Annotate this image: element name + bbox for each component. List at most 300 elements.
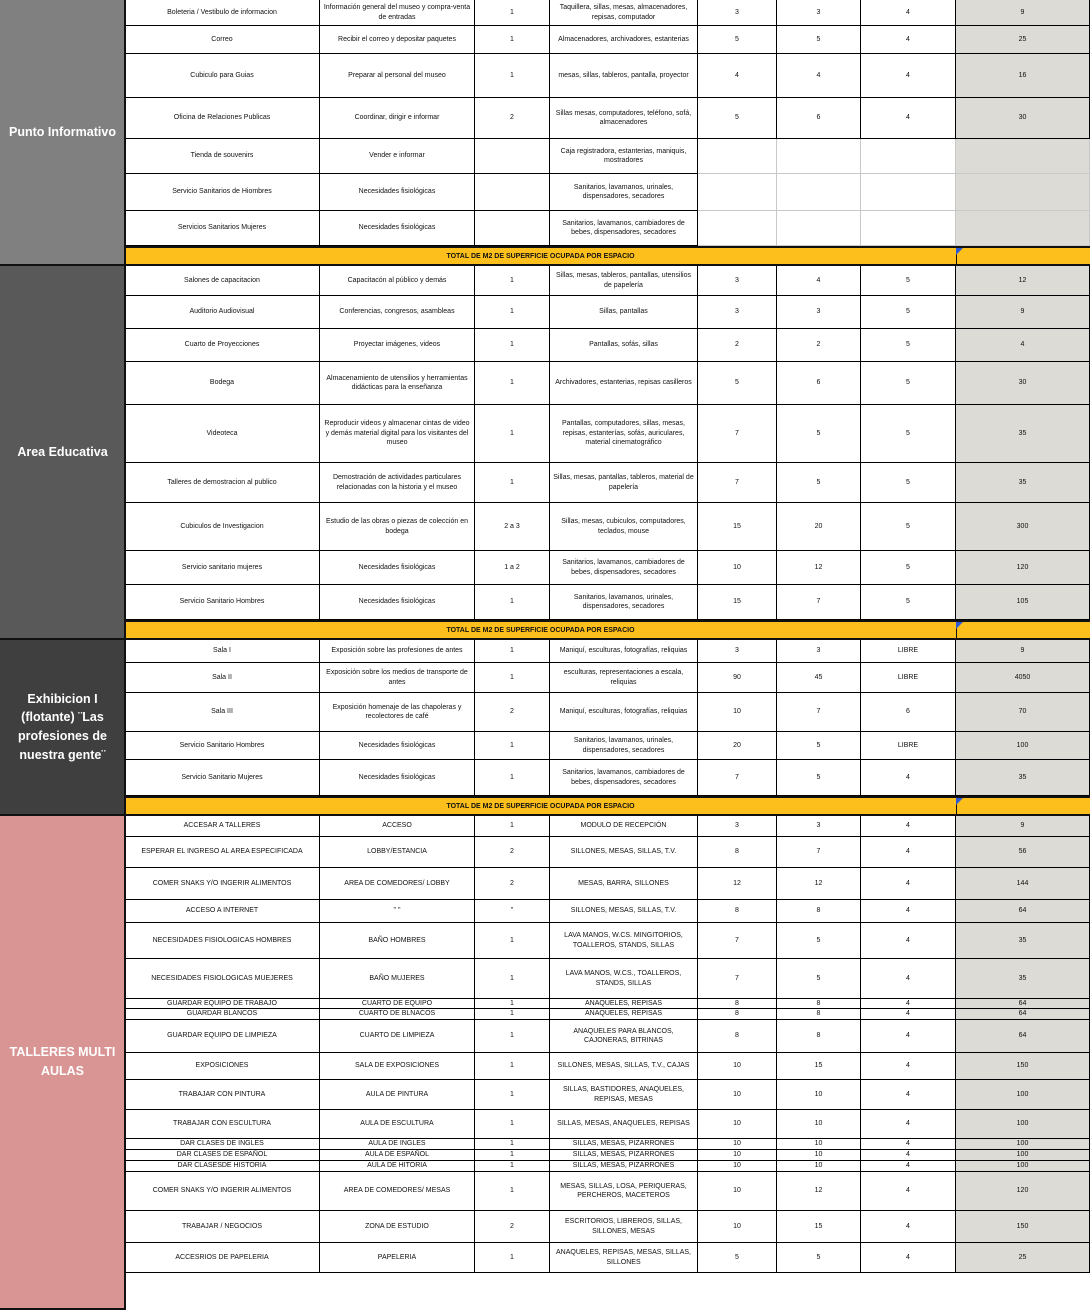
total-row (125, 246, 1090, 266)
cell-users: 1 (475, 959, 550, 999)
cell-users: 1 (475, 266, 550, 296)
total-label: TOTAL DE M2 DE SUPERFICIE OCUPADA POR ESPACIO (446, 252, 635, 260)
cell-users: 1 a 2 (475, 551, 550, 585)
cell-length: 8 (777, 1020, 861, 1053)
cell-area: 56 (956, 837, 1090, 868)
cell-furniture: Sanitarios, lavamanos, urinales, dispensadores, secadores (550, 732, 698, 760)
cell-furniture: SILLONES, MESAS, SILLAS, T.V., CAJAS (550, 1053, 698, 1080)
cell-space: ESPERAR EL INGRESO AL AREA ESPECIFICADA (125, 837, 320, 868)
cell-width: 10 (698, 1139, 777, 1150)
cell-width: 15 (698, 503, 777, 551)
cell-space: Correo (125, 26, 320, 54)
cell-height: 5 (861, 266, 956, 296)
cell-length: 6 (777, 98, 861, 139)
cell-area: 150 (956, 1211, 1090, 1243)
cell-space: COMER SNAKS Y/O INGERIR ALIMENTOS (125, 1172, 320, 1211)
cell-height: 5 (861, 329, 956, 362)
cell-area: 30 (956, 362, 1090, 405)
cell-area: 100 (956, 1161, 1090, 1172)
cell-width: 15 (698, 585, 777, 620)
table-row (125, 663, 1090, 693)
table-row (125, 732, 1090, 760)
cell-users: 1 (475, 1110, 550, 1139)
cell-users: 2 (475, 98, 550, 139)
cell-area: 4050 (956, 663, 1090, 693)
cell-space: Videoteca (125, 405, 320, 463)
cell-width: 7 (698, 959, 777, 999)
cell-height: LIBRE (861, 663, 956, 693)
cell-length: 12 (777, 868, 861, 900)
cell-space: GUARDAR EQUIPO DE TRABAJO (125, 999, 320, 1009)
cell-area: 35 (956, 760, 1090, 796)
cell-height: 4 (861, 1150, 956, 1161)
total-row (125, 796, 1090, 816)
cell-width: 3 (698, 266, 777, 296)
cell-area: 100 (956, 732, 1090, 760)
cell-users: 1 (475, 585, 550, 620)
cell-furniture: ANAQUELES PARA BLANCOS, CAJONERAS, BITRINAS (550, 1020, 698, 1053)
cell-furniture: Sanitarios, lavamanos, cambiadores de bebes, dispensadores, secadores (550, 760, 698, 796)
table-row (125, 503, 1090, 551)
cell-furniture: Maniquí, esculturas, fotografías, reliquias (550, 640, 698, 663)
cell-furniture: Sillas, mesas, pantallas, tableros, material de papelería (550, 463, 698, 503)
cell-users: 2 a 3 (475, 503, 550, 551)
cell-area: 12 (956, 266, 1090, 296)
cell-area: 300 (956, 503, 1090, 551)
cell-area: 150 (956, 1053, 1090, 1080)
cell-furniture: ANAQUELES, REPISAS (550, 999, 698, 1009)
cell-activity: Coordinar, dirigir e informar (320, 98, 475, 139)
table-row (125, 816, 1090, 837)
cell-width: 10 (698, 1211, 777, 1243)
cell-furniture: Sanitarios, lavamanos, cambiadores de bebes, dispensadores, secadores (550, 551, 698, 585)
cell-height: 5 (861, 362, 956, 405)
cell-width: 3 (698, 296, 777, 329)
cell-width: 7 (698, 405, 777, 463)
cell-length: 45 (777, 663, 861, 693)
cell-width: 10 (698, 1172, 777, 1211)
table-row (125, 760, 1090, 796)
table-row (125, 1172, 1090, 1211)
cell-users: 1 (475, 1139, 550, 1150)
table-row (125, 0, 1090, 26)
cell-activity: Capacitacón al público y demás (320, 266, 475, 296)
cell-area: 35 (956, 959, 1090, 999)
cell-length: 5 (777, 760, 861, 796)
cell-space: TRABAJAR / NEGOCIOS (125, 1211, 320, 1243)
table-row (125, 54, 1090, 98)
cell-space: EXPOSICIONES (125, 1053, 320, 1080)
cell-space: Servicios Sanitarios Mujeres (125, 211, 320, 246)
cell-height: 4 (861, 1053, 956, 1080)
cell-furniture: Archivadores, estanterias, repisas casilleros (550, 362, 698, 405)
cell-activity: AULA DE HITORIA (320, 1161, 475, 1172)
table-row (125, 139, 1090, 174)
cell-length: 7 (777, 693, 861, 732)
cell-furniture: Sillas, pantallas (550, 296, 698, 329)
table-row (125, 1243, 1090, 1273)
cell-furniture: Sillas mesas, computadores, teléfono, sofá, almacenadores (550, 98, 698, 139)
cell-area (956, 211, 1090, 246)
cell-width: 90 (698, 663, 777, 693)
section-header: TALLERES MULTI AULAS (0, 816, 125, 1310)
cell-space: Talleres de demostracion al publico (125, 463, 320, 503)
table-row (125, 329, 1090, 362)
cell-furniture: LAVA MANOS, W.CS. MINGITORIOS, TOALLEROS, STANDS, SILLAS (550, 923, 698, 959)
cell-users: 1 (475, 1009, 550, 1020)
cell-activity: " " (320, 900, 475, 923)
cell-width: 5 (698, 1243, 777, 1273)
cell-width: 2 (698, 329, 777, 362)
cell-width: 8 (698, 837, 777, 868)
cell-height (861, 211, 956, 246)
cell-furniture: mesas, sillas, tableros, pantalla, proyector (550, 54, 698, 98)
table-row (125, 837, 1090, 868)
cell-users: 1 (475, 0, 550, 26)
cell-area: 120 (956, 1172, 1090, 1211)
table-row (125, 1020, 1090, 1053)
cell-area: 25 (956, 1243, 1090, 1273)
cell-space: Servicio Sanitario Hombres (125, 585, 320, 620)
table-row (125, 1150, 1090, 1161)
cell-length: 5 (777, 26, 861, 54)
cell-users: 1 (475, 1243, 550, 1273)
cell-length: 5 (777, 923, 861, 959)
cell-area: 9 (956, 0, 1090, 26)
cell-area: 100 (956, 1110, 1090, 1139)
cell-length: 12 (777, 551, 861, 585)
table-row (125, 26, 1090, 54)
table-row (125, 211, 1090, 246)
cell-furniture: SILLONES, MESAS, SILLAS, T.V. (550, 900, 698, 923)
table-row (125, 463, 1090, 503)
cell-activity: Conferencias, congresos, asambleas (320, 296, 475, 329)
cell-activity: AULA DE INGLES (320, 1139, 475, 1150)
cell-height: 5 (861, 585, 956, 620)
total-row (125, 620, 1090, 640)
cell-space: Bodega (125, 362, 320, 405)
cell-furniture: LAVA MANOS, W.CS., TOALLEROS, STANDS, SILLAS (550, 959, 698, 999)
cell-users: 2 (475, 868, 550, 900)
cell-users: 1 (475, 405, 550, 463)
cell-users: 2 (475, 693, 550, 732)
cell-width: 3 (698, 0, 777, 26)
cell-width: 10 (698, 551, 777, 585)
comment-flag-icon (956, 798, 963, 805)
cell-activity: AULA DE PINTURA (320, 1080, 475, 1110)
cell-width: 10 (698, 1080, 777, 1110)
cell-area: 144 (956, 868, 1090, 900)
cell-length: 12 (777, 1172, 861, 1211)
cell-length: 5 (777, 463, 861, 503)
cell-area: 9 (956, 640, 1090, 663)
cell-activity: AULA DE ESCULTURA (320, 1110, 475, 1139)
cell-activity: Necesidades fisiológicas (320, 760, 475, 796)
cell-length: 3 (777, 296, 861, 329)
cell-furniture: Sillas, mesas, tableros, pantallas, utensilios de papelería (550, 266, 698, 296)
cell-users: 1 (475, 1053, 550, 1080)
cell-activity: Exposición homenaje de las chapoleras y recolectores de café (320, 693, 475, 732)
cell-furniture: SILLAS, MESAS, PIZARRONES (550, 1139, 698, 1150)
cell-height: 4 (861, 760, 956, 796)
cell-height: 4 (861, 1139, 956, 1150)
cell-height: 4 (861, 868, 956, 900)
cell-users: " (475, 900, 550, 923)
cell-length: 5 (777, 959, 861, 999)
cell-users: 1 (475, 1161, 550, 1172)
cell-furniture: SILLAS, MESAS, PIZARRONES (550, 1161, 698, 1172)
cell-height: 5 (861, 551, 956, 585)
cell-users: 1 (475, 923, 550, 959)
cell-width: 20 (698, 732, 777, 760)
cell-activity: Necesidades fisiológicas (320, 211, 475, 246)
table-row (125, 585, 1090, 620)
table-row (125, 296, 1090, 329)
comment-flag-icon (956, 622, 963, 629)
cell-area: 9 (956, 816, 1090, 837)
cell-activity: Exposición sobre las profesiones de antes (320, 640, 475, 663)
cell-width: 12 (698, 868, 777, 900)
table-row (125, 959, 1090, 999)
cell-users: 1 (475, 663, 550, 693)
cell-height: 4 (861, 0, 956, 26)
cell-height: 4 (861, 1172, 956, 1211)
total-label: TOTAL DE M2 DE SUPERFICIE OCUPADA POR ESPACIO (446, 626, 635, 634)
cell-activity: AULA DE ESPAÑOL (320, 1150, 475, 1161)
cell-area: 30 (956, 98, 1090, 139)
cell-furniture: Almacenadores, archivadores, estanterias (550, 26, 698, 54)
cell-activity: Necesidades fisiológicas (320, 551, 475, 585)
cell-space: DAR CLASES DE ESPAÑOL (125, 1150, 320, 1161)
cell-space: GUARDAR EQUIPO DE LIMPIEZA (125, 1020, 320, 1053)
cell-users: 1 (475, 760, 550, 796)
cell-length: 10 (777, 1150, 861, 1161)
section-header: Punto Informativo (0, 0, 125, 266)
cell-width: 10 (698, 693, 777, 732)
cell-height (861, 139, 956, 174)
cell-furniture: ESCRITORIOS, LIBREROS, SILLAS, SILLONES, MESAS (550, 1211, 698, 1243)
cell-length: 10 (777, 1161, 861, 1172)
table-row (125, 900, 1090, 923)
cell-length: 15 (777, 1053, 861, 1080)
table-row (125, 1053, 1090, 1080)
cell-height: 4 (861, 1009, 956, 1020)
cell-width: 10 (698, 1161, 777, 1172)
table-row (125, 1080, 1090, 1110)
cell-length: 8 (777, 1009, 861, 1020)
cell-height: LIBRE (861, 732, 956, 760)
cell-width (698, 211, 777, 246)
cell-length (777, 139, 861, 174)
cell-area (956, 139, 1090, 174)
cell-furniture: Taquillera, sillas, mesas, almacenadores, repisas, computador (550, 0, 698, 26)
cell-space: TRABAJAR CON PINTURA (125, 1080, 320, 1110)
table-row (125, 868, 1090, 900)
cell-space: Servicio sanitario mujeres (125, 551, 320, 585)
cell-users (475, 139, 550, 174)
cell-users: 1 (475, 1172, 550, 1211)
cell-furniture: MODULO DE RECEPCIÓN (550, 816, 698, 837)
table-row (125, 693, 1090, 732)
cell-width (698, 174, 777, 211)
cell-height (861, 174, 956, 211)
cell-activity: CUARTO DE LIMPIEZA (320, 1020, 475, 1053)
cell-width: 10 (698, 1150, 777, 1161)
cell-height: 5 (861, 405, 956, 463)
cell-activity: Exposición sobre los medios de transporte de antes (320, 663, 475, 693)
cell-length: 8 (777, 900, 861, 923)
cell-activity: ACCESO (320, 816, 475, 837)
cell-space: ACCESRIOS DE PAPELERIA (125, 1243, 320, 1273)
cell-space: DAR CLASESDE HISTORIA (125, 1161, 320, 1172)
cell-length: 3 (777, 640, 861, 663)
cell-users: 1 (475, 999, 550, 1009)
cell-space: Sala I (125, 640, 320, 663)
cell-users: 2 (475, 837, 550, 868)
cell-space: ACCESAR A TALLERES (125, 816, 320, 837)
table-row (125, 98, 1090, 139)
cell-furniture: Pantallas, computadores, sillas, mesas, repisas, estanterías, sofás, auriculares, material cinematográfico (550, 405, 698, 463)
cell-height: 5 (861, 503, 956, 551)
cell-space: Servicio Sanitarios de Hiombres (125, 174, 320, 211)
cell-space: ACCESO A INTERNET (125, 900, 320, 923)
cell-height: 6 (861, 693, 956, 732)
cell-furniture: MESAS, BARRA, SILLONES (550, 868, 698, 900)
cell-activity: LOBBY/ESTANCIA (320, 837, 475, 868)
cell-space: Sala III (125, 693, 320, 732)
cell-activity: SALA DE EXPOSICIONES (320, 1053, 475, 1080)
cell-area: 35 (956, 463, 1090, 503)
cell-furniture: Sanitarios, lavamanos, urinales, dispensadores, secadores (550, 585, 698, 620)
cell-width: 3 (698, 640, 777, 663)
cell-area: 64 (956, 900, 1090, 923)
cell-users: 1 (475, 1150, 550, 1161)
cell-space: Auditorio Audiovisual (125, 296, 320, 329)
cell-users: 1 (475, 1020, 550, 1053)
table-row (125, 923, 1090, 959)
section-header: Area Educativa (0, 266, 125, 640)
cell-area: 100 (956, 1150, 1090, 1161)
cell-users: 1 (475, 362, 550, 405)
cell-area: 25 (956, 26, 1090, 54)
cell-width: 7 (698, 760, 777, 796)
total-label: TOTAL DE M2 DE SUPERFICIE OCUPADA POR ESPACIO (446, 802, 635, 810)
table-row (125, 999, 1090, 1009)
cell-height: 5 (861, 296, 956, 329)
cell-length: 3 (777, 816, 861, 837)
cell-width: 5 (698, 98, 777, 139)
cell-space: GUARDAR BLANCOS (125, 1009, 320, 1020)
cell-furniture: Maniquí, esculturas, fotografías, reliquias (550, 693, 698, 732)
cell-area: 70 (956, 693, 1090, 732)
table-row (125, 1009, 1090, 1020)
cell-users: 1 (475, 329, 550, 362)
cell-length: 3 (777, 0, 861, 26)
cell-space: Salones de capacitacion (125, 266, 320, 296)
cell-area: 64 (956, 1020, 1090, 1053)
cell-furniture: Caja registradora, estanterias, maniquis, mostradores (550, 139, 698, 174)
cell-length: 4 (777, 266, 861, 296)
cell-activity: BAÑO HOMBRES (320, 923, 475, 959)
cell-users (475, 174, 550, 211)
cell-length: 7 (777, 837, 861, 868)
cell-space: COMER SNAKS Y/O INGERIR ALIMENTOS (125, 868, 320, 900)
cell-furniture: ANAQUELES, REPISAS, MESAS, SILLAS, SILLONES (550, 1243, 698, 1273)
cell-length: 5 (777, 405, 861, 463)
cell-area: 35 (956, 405, 1090, 463)
table-row (125, 551, 1090, 585)
cell-users: 1 (475, 732, 550, 760)
table-row (125, 174, 1090, 211)
cell-space: Servicio Sanitario Mujeres (125, 760, 320, 796)
cell-height: 5 (861, 463, 956, 503)
cell-area (956, 174, 1090, 211)
cell-space: NECESIDADES FISIOLOGICAS HOMBRES (125, 923, 320, 959)
cell-activity: Almacenamiento de utensilios y herramientas didácticas para la enseñanza (320, 362, 475, 405)
cell-activity: AREA DE COMEDORES/ MESAS (320, 1172, 475, 1211)
cell-height: 4 (861, 837, 956, 868)
cell-width: 5 (698, 26, 777, 54)
cell-activity: PAPELERIA (320, 1243, 475, 1273)
cell-height: 4 (861, 26, 956, 54)
comment-flag-icon (956, 248, 963, 255)
cell-width: 8 (698, 1009, 777, 1020)
table-row (125, 362, 1090, 405)
cell-length (777, 211, 861, 246)
cell-width (698, 139, 777, 174)
cell-furniture: SILLAS, MESAS, ANAQUELES, REPISAS (550, 1110, 698, 1139)
cell-length: 5 (777, 732, 861, 760)
cell-furniture: esculturas, representaciones a escala, reliquias (550, 663, 698, 693)
cell-users: 2 (475, 1211, 550, 1243)
cell-length: 10 (777, 1080, 861, 1110)
cell-space: Servicio Sanitario Hombres (125, 732, 320, 760)
cell-area: 100 (956, 1139, 1090, 1150)
cell-space: Cubiculos de Investigacion (125, 503, 320, 551)
cell-furniture: Sanitarios, lavamanos, cambiadores de bebes, dispensadores, secadores (550, 211, 698, 246)
cell-space: DAR CLASES DE INGLES (125, 1139, 320, 1150)
cell-furniture: Sanitarios, lavamanos, urinales, dispensadores, secadores (550, 174, 698, 211)
cell-height: 4 (861, 1080, 956, 1110)
cell-length: 2 (777, 329, 861, 362)
cell-space: NECESIDADES FISIOLOGICAS MUEJERES (125, 959, 320, 999)
cell-length: 5 (777, 1243, 861, 1273)
cell-activity: Recibir el correo y depositar paquetes (320, 26, 475, 54)
cell-area: 35 (956, 923, 1090, 959)
cell-width: 5 (698, 362, 777, 405)
header-column-rule (124, 0, 126, 1310)
cell-activity: Demostración de actividades particulares relacionadas con la historia y el museo (320, 463, 475, 503)
cell-length: 6 (777, 362, 861, 405)
cell-activity: CUARTO DE BLNACOS (320, 1009, 475, 1020)
cell-space: Oficina de Relaciones Publicas (125, 98, 320, 139)
table-row (125, 640, 1090, 663)
cell-space: Tienda de souvenirs (125, 139, 320, 174)
cell-activity: ZONA DE ESTUDIO (320, 1211, 475, 1243)
cell-height: 4 (861, 900, 956, 923)
cell-area: 9 (956, 296, 1090, 329)
cell-area: 16 (956, 54, 1090, 98)
cell-activity: Estudio de las obras o piezas de colección en bodega (320, 503, 475, 551)
cell-space: Cuarto de Proyecciones (125, 329, 320, 362)
cell-width: 8 (698, 1020, 777, 1053)
cell-activity: AREA DE COMEDORES/ LOBBY (320, 868, 475, 900)
cell-users: 1 (475, 1080, 550, 1110)
table-row (125, 266, 1090, 296)
cell-height: 4 (861, 959, 956, 999)
cell-space: Cubiculo para Guias (125, 54, 320, 98)
cell-activity: Reproducir videos y almacenar cintas de video y demás material digital para los visitantes del museo (320, 405, 475, 463)
